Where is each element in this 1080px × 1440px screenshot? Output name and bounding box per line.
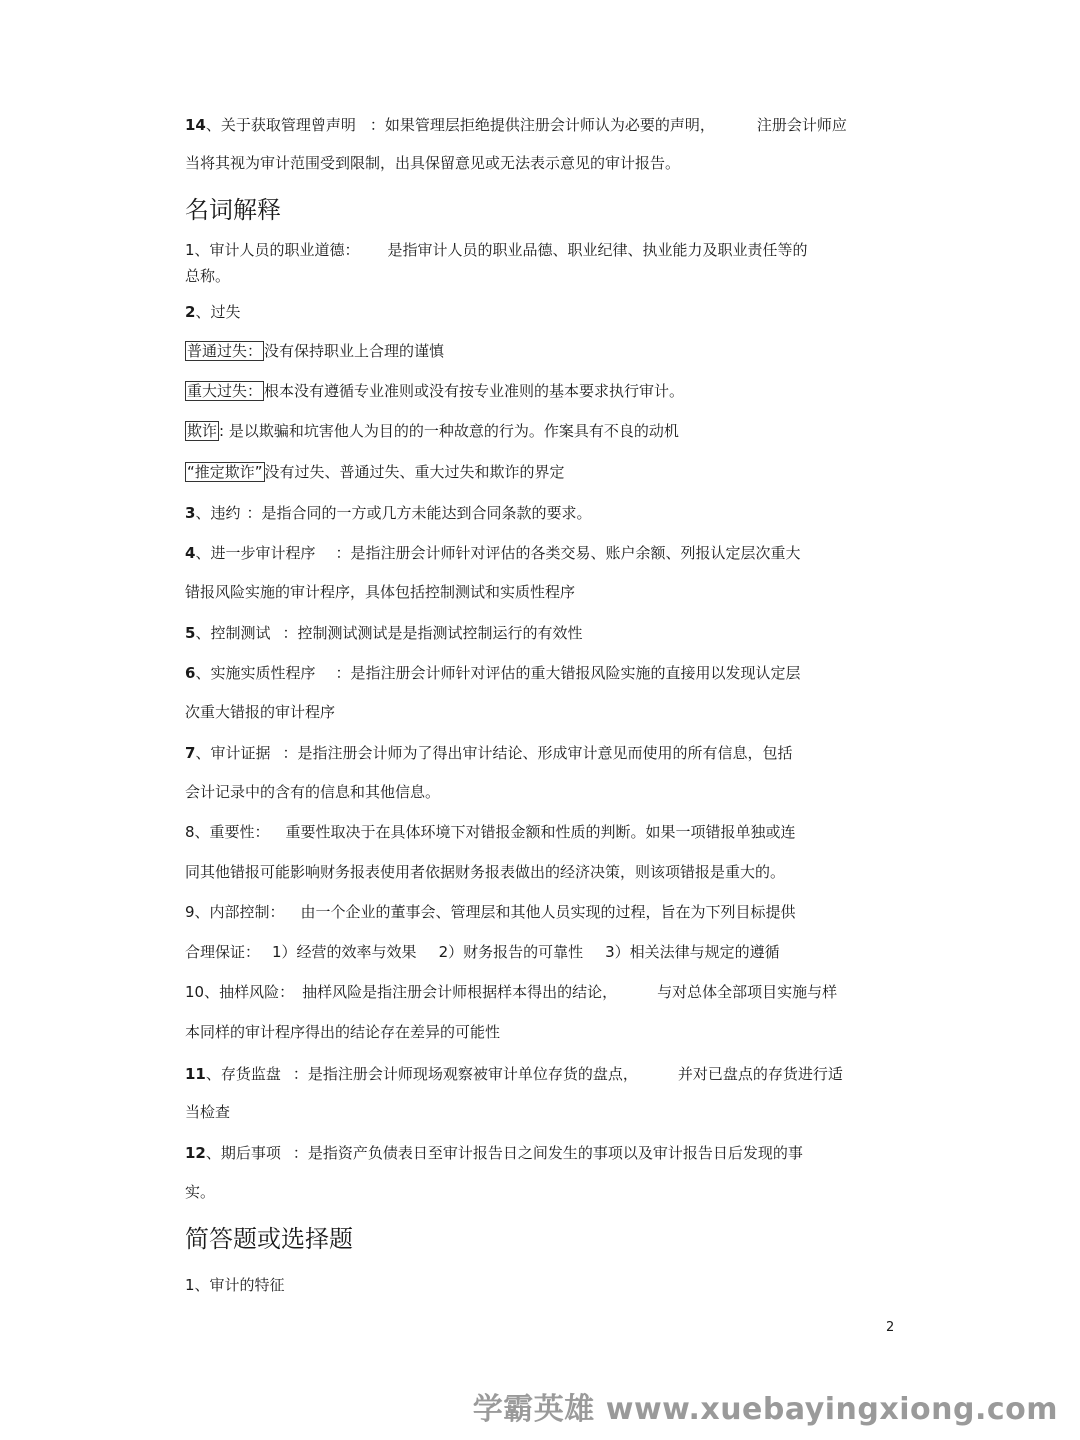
term-7-line1: 7、审计证据 ：是指注册会计师为了得出审计结论、形成审计意见而使用的所有信息，包括	[185, 744, 793, 762]
term-9-line1: 9、内部控制： 由一个企业的董事会、管理层和其他人员实现的过程，旨在为下列目标提供	[185, 903, 796, 921]
term-2-title: 2、过失	[185, 303, 241, 321]
term-5: 5、控制测试 ：控制测试测试是是指测试控制运行的有效性	[185, 624, 583, 642]
term-10-line2: 本同样的审计程序得出的结论存在差异的可能性	[185, 1023, 501, 1041]
term-6-line2: 次重大错报的审计程序	[185, 703, 336, 721]
boxed-label: “推定欺诈”	[187, 463, 263, 481]
term-3: 3、违约 ：是指合同的一方或几方未能达到合同条款的要求。	[185, 504, 592, 522]
page-number: 2	[886, 1320, 895, 1335]
term-6-line1: 6、实施实质性程序 ：是指注册会计师针对评估的重大错报风险实施的直接用以发现认定层	[185, 664, 801, 682]
term-8-line1: 8、重要性： 重要性取决于在具体环境下对错报金额和性质的判断。如果一项错报单独或连	[185, 823, 796, 841]
term-11-line2: 当检查	[185, 1103, 231, 1121]
section-heading-terms: 名词解释	[185, 196, 281, 224]
short-answer-item-1: 1、审计的特征	[185, 1276, 285, 1294]
boxed-label: 欺诈	[187, 422, 218, 440]
item-14-line1: 14、关于获取管理曾声明 ：如果管理层拒绝提供注册会计师认为必要的声明， 注册会计师应	[185, 116, 847, 134]
item-number: 14	[185, 116, 206, 134]
term-7-line2: 会计记录中的含有的信息和其他信息。	[185, 783, 441, 801]
term-1-line2: 总称。	[185, 267, 231, 285]
term-10-line1: 10、抽样风险： 抽样风险是指注册会计师根据样本得出的结论， 与对总体全部项目实施与样	[185, 983, 838, 1001]
term-4-line2: 错报风险实施的审计程序，具体包括控制测试和实质性程序	[185, 583, 576, 601]
boxed-label: 重大过失：	[187, 382, 263, 400]
term-12-line1: 12、期后事项 ：是指资产负债表日至审计报告日之间发生的事项以及审计报告日后发现的事	[185, 1144, 803, 1162]
term-constructive-fraud: “推定欺诈” 没有过失、普通过失、重大过失和欺诈的界定	[187, 463, 565, 481]
term-1-line1: 1、审计人员的职业道德： 是指审计人员的职业品德、职业纪律、执业能力及职业责任等的	[185, 241, 808, 259]
item-14-line2: 当将其视为审计范围受到限制，出具保留意见或无法表示意见的审计报告。	[185, 154, 681, 172]
boxed-label: 普通过失：	[187, 342, 263, 360]
watermark: 学霸英雄 www.xuebayingxiong.com	[472, 1392, 1058, 1427]
term-11-line1: 11、存货监盘 ：是指注册会计师现场观察被审计单位存货的盘点， 并对已盘点的存货进行适	[185, 1065, 843, 1083]
term-12-line2: 实。	[185, 1183, 216, 1201]
term-fraud: 欺诈 : 是以欺骗和坑害他人为目的的一种故意的行为。作案具有不良的动机	[187, 422, 679, 440]
term-8-line2: 同其他错报可能影响财务报表使用者依据财务报表做出的经济决策，则该项错报是重大的。	[185, 863, 786, 881]
term-9-line2: 合理保证： 1）经营的效率与效果 2）财务报告的可靠性 3）相关法律与规定的遵循	[185, 943, 780, 961]
term-gross-negligence: 重大过失： 根本没有遵循专业准则或没有按专业准则的基本要求执行审计。	[187, 382, 685, 400]
term-ordinary-negligence: 普通过失： 没有保持职业上合理的谨慎	[187, 342, 445, 360]
term-4-line1: 4、进一步审计程序 ：是指注册会计师针对评估的各类交易、账户余额、列报认定层次重大	[185, 544, 801, 562]
section-heading-short-answer: 简答题或选择题	[185, 1225, 353, 1253]
item-title: 关于获取管理曾声明	[220, 116, 356, 134]
